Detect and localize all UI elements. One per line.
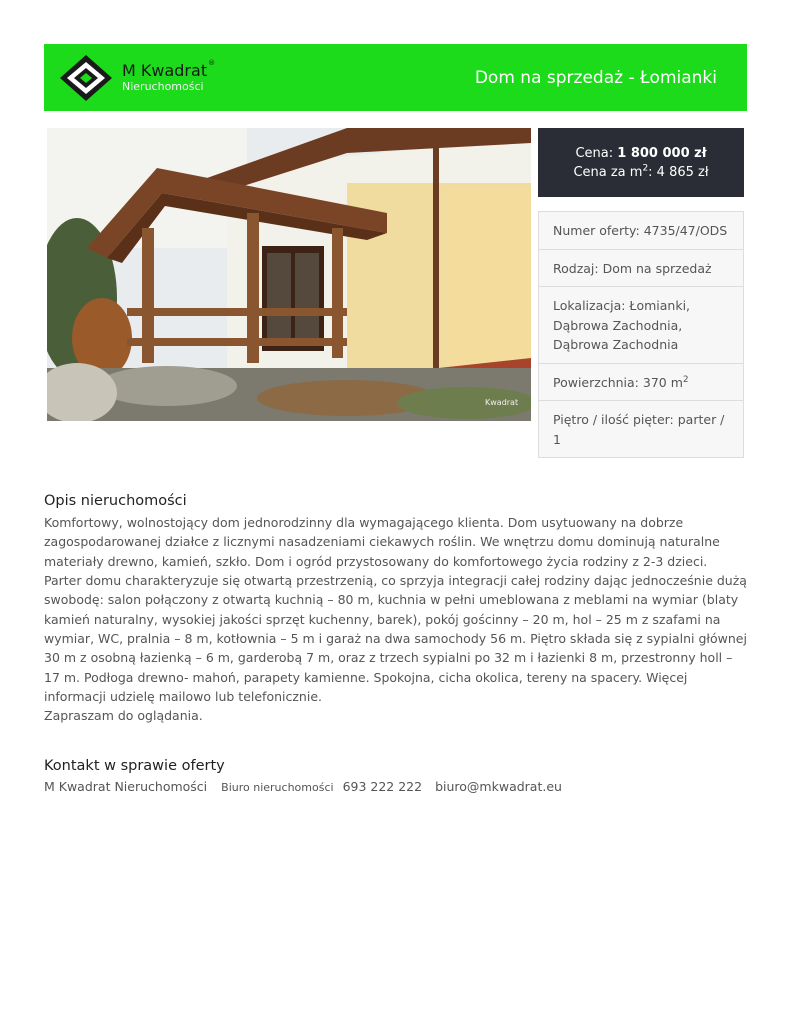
logo-name (122, 59, 216, 80)
contact-phone[interactable]: 693 222 222 (342, 779, 423, 794)
logo-name-main: Kwadrat (140, 61, 208, 80)
photo-watermark: Kwadrat (485, 398, 519, 407)
description-title: Opis nieruchomości (44, 493, 187, 509)
price-label: Cena: (575, 146, 614, 161)
price-per-m2-value: : 4 865 zł (648, 165, 709, 180)
property-photo[interactable] (47, 128, 531, 421)
detail-offer-number: Numer oferty: 4735/47/ODS (553, 223, 728, 238)
logo-name-prefix: M (122, 61, 141, 80)
detail-location: Lokalizacja: Łomianki, Dąbrowa Zachodnia, Dąbrowa Zachodnia (539, 286, 743, 363)
description-text: Komfortowy, wolnostojący dom jednorodzinny dla wymagającego klienta. Dom usytuowany na dobrze zagospodarowanej działce z licznymi nasadzeniami ciekawych roślin. We wnętrzu domu dominują naturalne materiały drewno, kamień, szkło. Dom i ogród przystosowany do komfortowego życia rodziny z 2-3 dzieci. Parter domu charakteryzuje się otwartą przestrzenią, co sprzyja integracji całej rodziny dając jednocześnie dużą swobodę: salon połączony z otwartą kuchnią – 80 m, kuchnia w pełni umeblowana z meblami na wymiar (blaty kamień naturalny, wysokiej jakości sprzęt kuchenny, barek), pokój gościnny – 20 m, hol – 25 m z szafami na wymiar, WC, pralnia – 8 m, kotłownia – 5 m i garaż na dwa samochody 56 m. Piętro składa się z sypialni głównej 30 m z osobną łazienką – 6 m, garderobą 7 m, oraz z trzech sypialni po 32 m i łazienki 8 m, przestronny holl – 17 m. Podłoga drewno- mahoń, parapety kamienne. Spokojna, cicha okolica, tereny na spacery. Więcej informacji udzielę mailowo lub telefonicznie. Zapraszam do oglądania. (44, 515, 747, 724)
logo-subtitle: Nieruchomości (122, 80, 204, 93)
contact-title: Kontakt w sprawie oferty (44, 758, 225, 774)
price-per-m2-unit-sup: 2 (642, 163, 649, 174)
offer-details-list (538, 211, 744, 458)
detail-area (539, 363, 743, 401)
contact-name: M Kwadrat Nieruchomości (44, 779, 208, 794)
contact-email[interactable]: biuro@mkwadrat.eu (435, 779, 562, 794)
logo-mark-icon (58, 53, 114, 103)
detail-area-unit-sup: 2 (682, 374, 689, 385)
contact-info (44, 779, 562, 794)
company-logo[interactable] (58, 53, 216, 103)
detail-area-value: Powierzchnia: 370 m (553, 374, 683, 390)
header-banner (44, 44, 747, 111)
price-per-m2-label: Cena za m (573, 165, 643, 180)
page-title: Dom na sprzedaż - Łomianki (474, 67, 717, 88)
price-line (538, 144, 744, 163)
price-value: 1 800 000 zł (617, 146, 707, 161)
logo-registered-mark: ® (208, 59, 216, 67)
price-per-m2-line (538, 163, 744, 182)
contact-role: Biuro nieruchomości (221, 781, 334, 794)
detail-type: Rodzaj: Dom na sprzedaż (539, 249, 743, 287)
house-photo-image (47, 128, 531, 421)
price-box (538, 128, 744, 197)
detail-floor: Piętro / ilość pięter: parter / 1 (539, 400, 743, 457)
